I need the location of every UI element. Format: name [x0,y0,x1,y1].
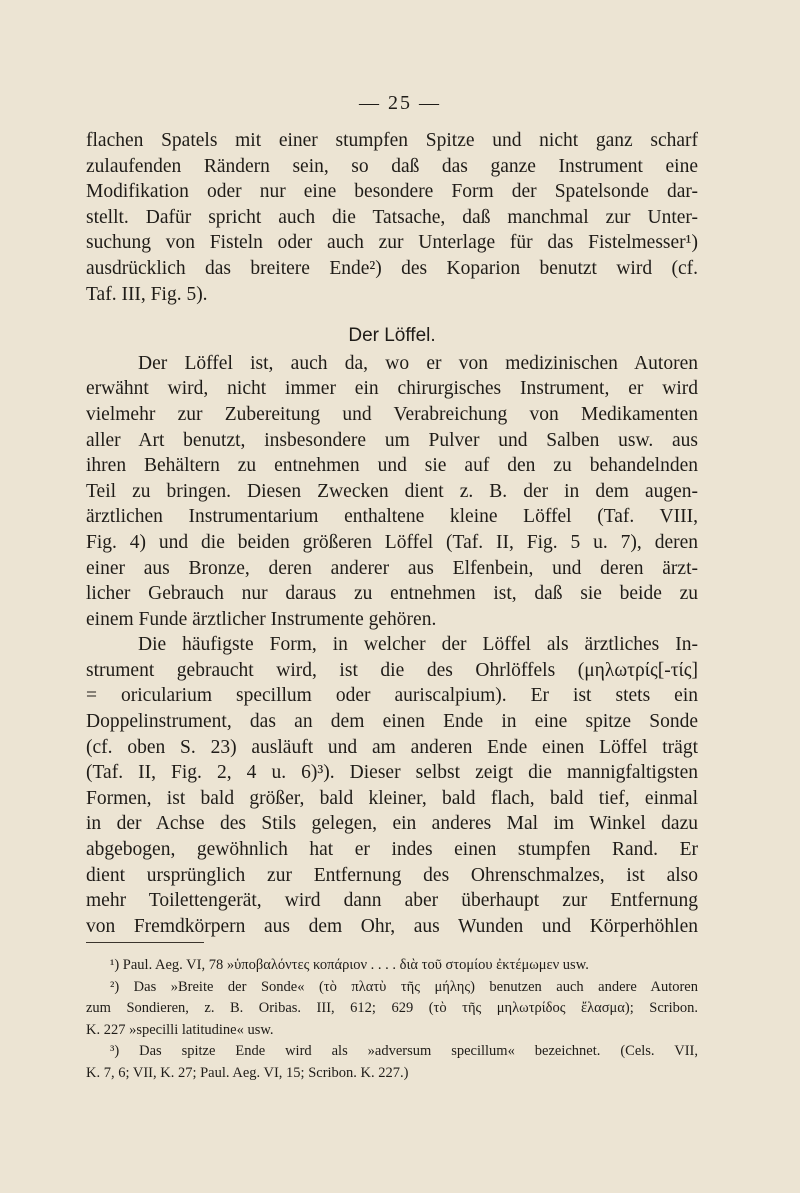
text-line: stellt. Dafür spricht auch die Tatsache, daß manchmal zur Unter- [86,206,698,228]
text-line: Die häufigste Form, in welcher der Löffel als ärztliches In- [138,634,698,656]
page-number: — 25 — [359,92,441,114]
text-line: licher Gebrauch nur daraus zu entnehmen ist, daß sie beide zu [86,583,698,605]
text-line: Fig. 4) und die beiden größeren Löffel (Taf. II, Fig. 5 u. 7), deren [86,531,698,553]
footnote-2 [86,977,698,1042]
text-line: Modifikation oder nur eine besondere Form der Spatelsonde dar- [86,181,698,203]
text-line: Teil zu bringen. Diesen Zwecken dient z. B. der in dem augen- [86,480,698,502]
text-line: zulaufenden Rändern sein, so daß das ganze Instrument eine [86,155,698,177]
text-line: ihren Behältern zu entnehmen und sie auf den zu behandelnden [86,455,698,477]
text-line: vielmehr zur Zubereitung und Verabreichung von Medikamenten [86,403,698,425]
footnote-line: K. 7, 6; VII, K. 27; Paul. Aeg. VI, 15; Scribon. K. 227.) [86,1064,409,1081]
paragraph-3 [86,632,698,939]
text-line: ärztlichen Instrumentarium enthaltene kleine Löffel (Taf. VIII, [86,506,698,528]
text-line: Der Löffel ist, auch da, wo er von medizinischen Autoren [138,352,698,374]
text-line: von Fremdkörpern aus dem Ohr, aus Wunden und Körperhöhlen [86,915,698,937]
text-line: einer aus Bronze, deren anderer aus Elfenbein, und deren ärzt- [86,557,698,579]
paragraph-1 [86,128,698,307]
footnote-3 [86,1041,698,1084]
text-line: ausdrücklich das breitere Ende²) des Koparion benutzt wird (cf. [86,257,698,279]
text-line: = oricularium specillum oder auriscalpium). Er ist stets ein [86,685,698,707]
text-line: erwähnt wird, nicht immer ein chirurgisches Instrument, er wird [86,378,698,400]
text-line: suchung von Fisteln oder auch zur Unterlage für das Fistelmesser¹) [86,232,698,254]
text-line: (Taf. II, Fig. 2, 4 u. 6)³). Dieser selbst zeigt die mannigfaltigsten [86,762,698,784]
text-line: einem Funde ärztlicher Instrumente gehören. [86,608,437,630]
text-line: (cf. oben S. 23) ausläuft und am anderen Ende einen Löffel trägt [86,736,698,758]
text-line: Doppelinstrument, das an dem einen Ende in eine spitze Sonde [86,711,698,733]
footnote-line: K. 227 »specilli latitudine« usw. [86,1021,274,1038]
paragraph-2 [86,351,698,633]
text-line: in der Achse des Stils gelegen, ein anderes Mal im Winkel dazu [86,813,698,835]
footnotes [86,955,698,1084]
text-line: flachen Spatels mit einer stumpfen Spitze und nicht ganz scharf [86,130,698,151]
footnote-line: ¹) Paul. Aeg. VI, 78 »ὑποβαλόντες κοπάριον . . . . διὰ τοῦ στομίου ἐκτέμωμεν usw. [110,957,589,973]
footnote-1 [86,955,698,977]
footnote-divider [86,942,204,943]
text-line: Taf. III, Fig. 5). [86,283,208,305]
text-line: strument gebraucht wird, ist die des Ohrlöffels (μηλωτρίς[-τίς] [86,659,698,681]
text-line: Formen, ist bald größer, bald kleiner, bald flach, bald tief, einmal [86,787,698,809]
footnote-line: ²) Das »Breite der Sonde« (τὸ πλατὺ τῆς μήλης) benutzen auch andere Autoren [110,978,698,995]
text-line: aller Art benutzt, insbesondere um Pulver und Salben usw. aus [86,429,698,451]
main-text [86,128,698,939]
footnote-line: ³) Das spitze Ende wird als »adversum specillum« bezeichnet. (Cels. VII, [110,1043,698,1059]
text-line: mehr Toilettengerät, wird dann aber überhaupt zur Entfernung [86,890,698,912]
text-line: dient ursprünglich zur Entfernung des Ohrenschmalzes, ist also [86,864,698,886]
section-heading: Der Löffel. [348,325,436,347]
text-line: abgebogen, gewöhnlich hat er indes einen stumpfen Rand. Er [86,839,698,861]
footnote-line: zum Sondieren, z. B. Oribas. III, 612; 629 (τὸ τῆς μηλωτρίδος ἔλασμα); Scribon. [86,1000,698,1016]
